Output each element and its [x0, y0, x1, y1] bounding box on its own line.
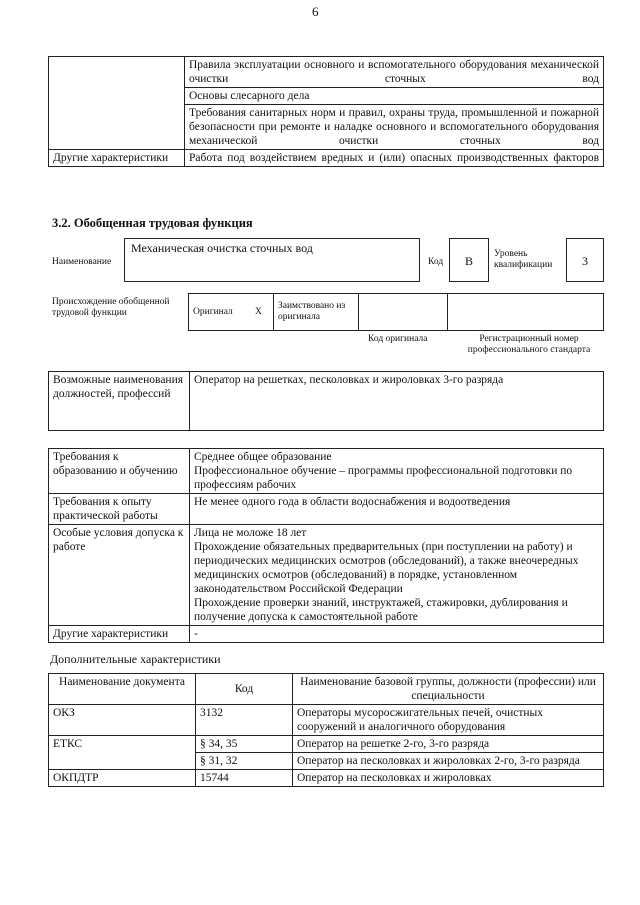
code-value: B	[464, 254, 473, 268]
positions-value: Оператор на решетках, песколовках и жироловках 3-го разряда	[190, 372, 604, 431]
top-row-2: Основы слесарного дела	[185, 88, 604, 105]
name-label: Наименование	[52, 257, 112, 267]
name-value: Механическая очистка сточных вод	[131, 241, 313, 255]
req-label-conditions: Особые условия допуска к работе	[49, 525, 190, 626]
req-label-experience: Требования к опыту практической работы	[49, 494, 190, 525]
other-value: Работа под воздействием вредных и (или) опасных производственных факторов	[185, 150, 604, 167]
additional-header-code: Код	[196, 674, 293, 705]
level-label: Уровень квалификации	[494, 249, 553, 270]
borrowed-label: Заимствовано из оригинала	[274, 294, 359, 331]
additional-code-2: § 34, 35	[196, 736, 293, 753]
reg-number-caption: Регистрационный номер профессионального стандарта	[467, 334, 591, 355]
additional-code-1: 3132	[196, 705, 293, 736]
positions-label: Возможные наименования должностей, профессий	[49, 372, 190, 431]
req-value-conditions: Лица не моложе 18 лет Прохождение обязательных предварительных (при поступлении на работу) и периодических медицинских осмотров (обследований), а также внеочередных медицинских осмотров (обследований) в порядке, установленном законодательством Российской Федерации Прохождение проверки знаний, инструктажей, стажировки, дублирования и получение допуска к самостоятельной работе	[190, 525, 604, 626]
req-label-education: Требования к образованию и обучению	[49, 449, 190, 494]
additional-name-2: Оператор на решетке 2-го, 3-го разряда	[293, 736, 604, 753]
req-label-other: Другие характеристики	[49, 626, 190, 643]
additional-doc-2: ЕТКС	[49, 736, 196, 770]
additional-name-1: Операторы мусоросжигательных печей, очистных сооружений и аналогичного оборудования	[293, 705, 604, 736]
additional-name-4: Оператор на песколовках и жироловках	[293, 770, 604, 787]
req-value-other: -	[190, 626, 604, 643]
positions-table	[48, 371, 604, 431]
additional-code-3: § 31, 32	[196, 753, 293, 770]
code-original-caption: Код оригинала	[368, 334, 428, 344]
req-value-experience: Не менее одного года в области водоснабжения и водоотведения	[190, 494, 604, 525]
top-row-3: Требования санитарных норм и правил, охраны труда, промышленной и пожарной безопасности при ремонте и наладке основного и вспомогательного оборудования механической очистки сточных вод	[185, 105, 604, 150]
level-value: 3	[582, 254, 588, 268]
additional-header-doc: Наименование документа	[49, 674, 196, 705]
additional-doc-1: ОКЗ	[49, 705, 196, 736]
top-row-1: Правила эксплуатации основного и вспомогательного оборудования механической очистки сточных вод	[185, 57, 604, 88]
original-mark: X	[251, 294, 274, 331]
page-number: 6	[312, 4, 319, 19]
additional-title: Дополнительные характеристики	[50, 652, 221, 666]
req-value-education: Среднее общее образование Профессиональное обучение – программы профессиональной подготовки по профессиям рабочих	[190, 449, 604, 494]
additional-table	[48, 673, 604, 787]
other-label: Другие характеристики	[49, 150, 185, 167]
name-value-box	[124, 238, 420, 282]
section-title: 3.2. Обобщенная трудовая функция	[52, 216, 253, 230]
code-label: Код	[428, 257, 444, 267]
requirements-table	[48, 448, 604, 643]
additional-doc-4: ОКПДТР	[49, 770, 196, 787]
origin-label: Происхождение обобщенной трудовой функции	[52, 297, 170, 318]
level-value-box	[566, 238, 604, 282]
additional-name-3: Оператор на песколовках и жироловках 2-го, 3-го разряда	[293, 753, 604, 770]
top-table	[48, 56, 604, 167]
original-label: Оригинал	[189, 294, 252, 331]
origin-table	[188, 293, 604, 331]
code-value-box	[449, 238, 489, 282]
additional-header-name: Наименование базовой группы, должности (профессии) или специальности	[293, 674, 604, 705]
additional-code-4: 15744	[196, 770, 293, 787]
